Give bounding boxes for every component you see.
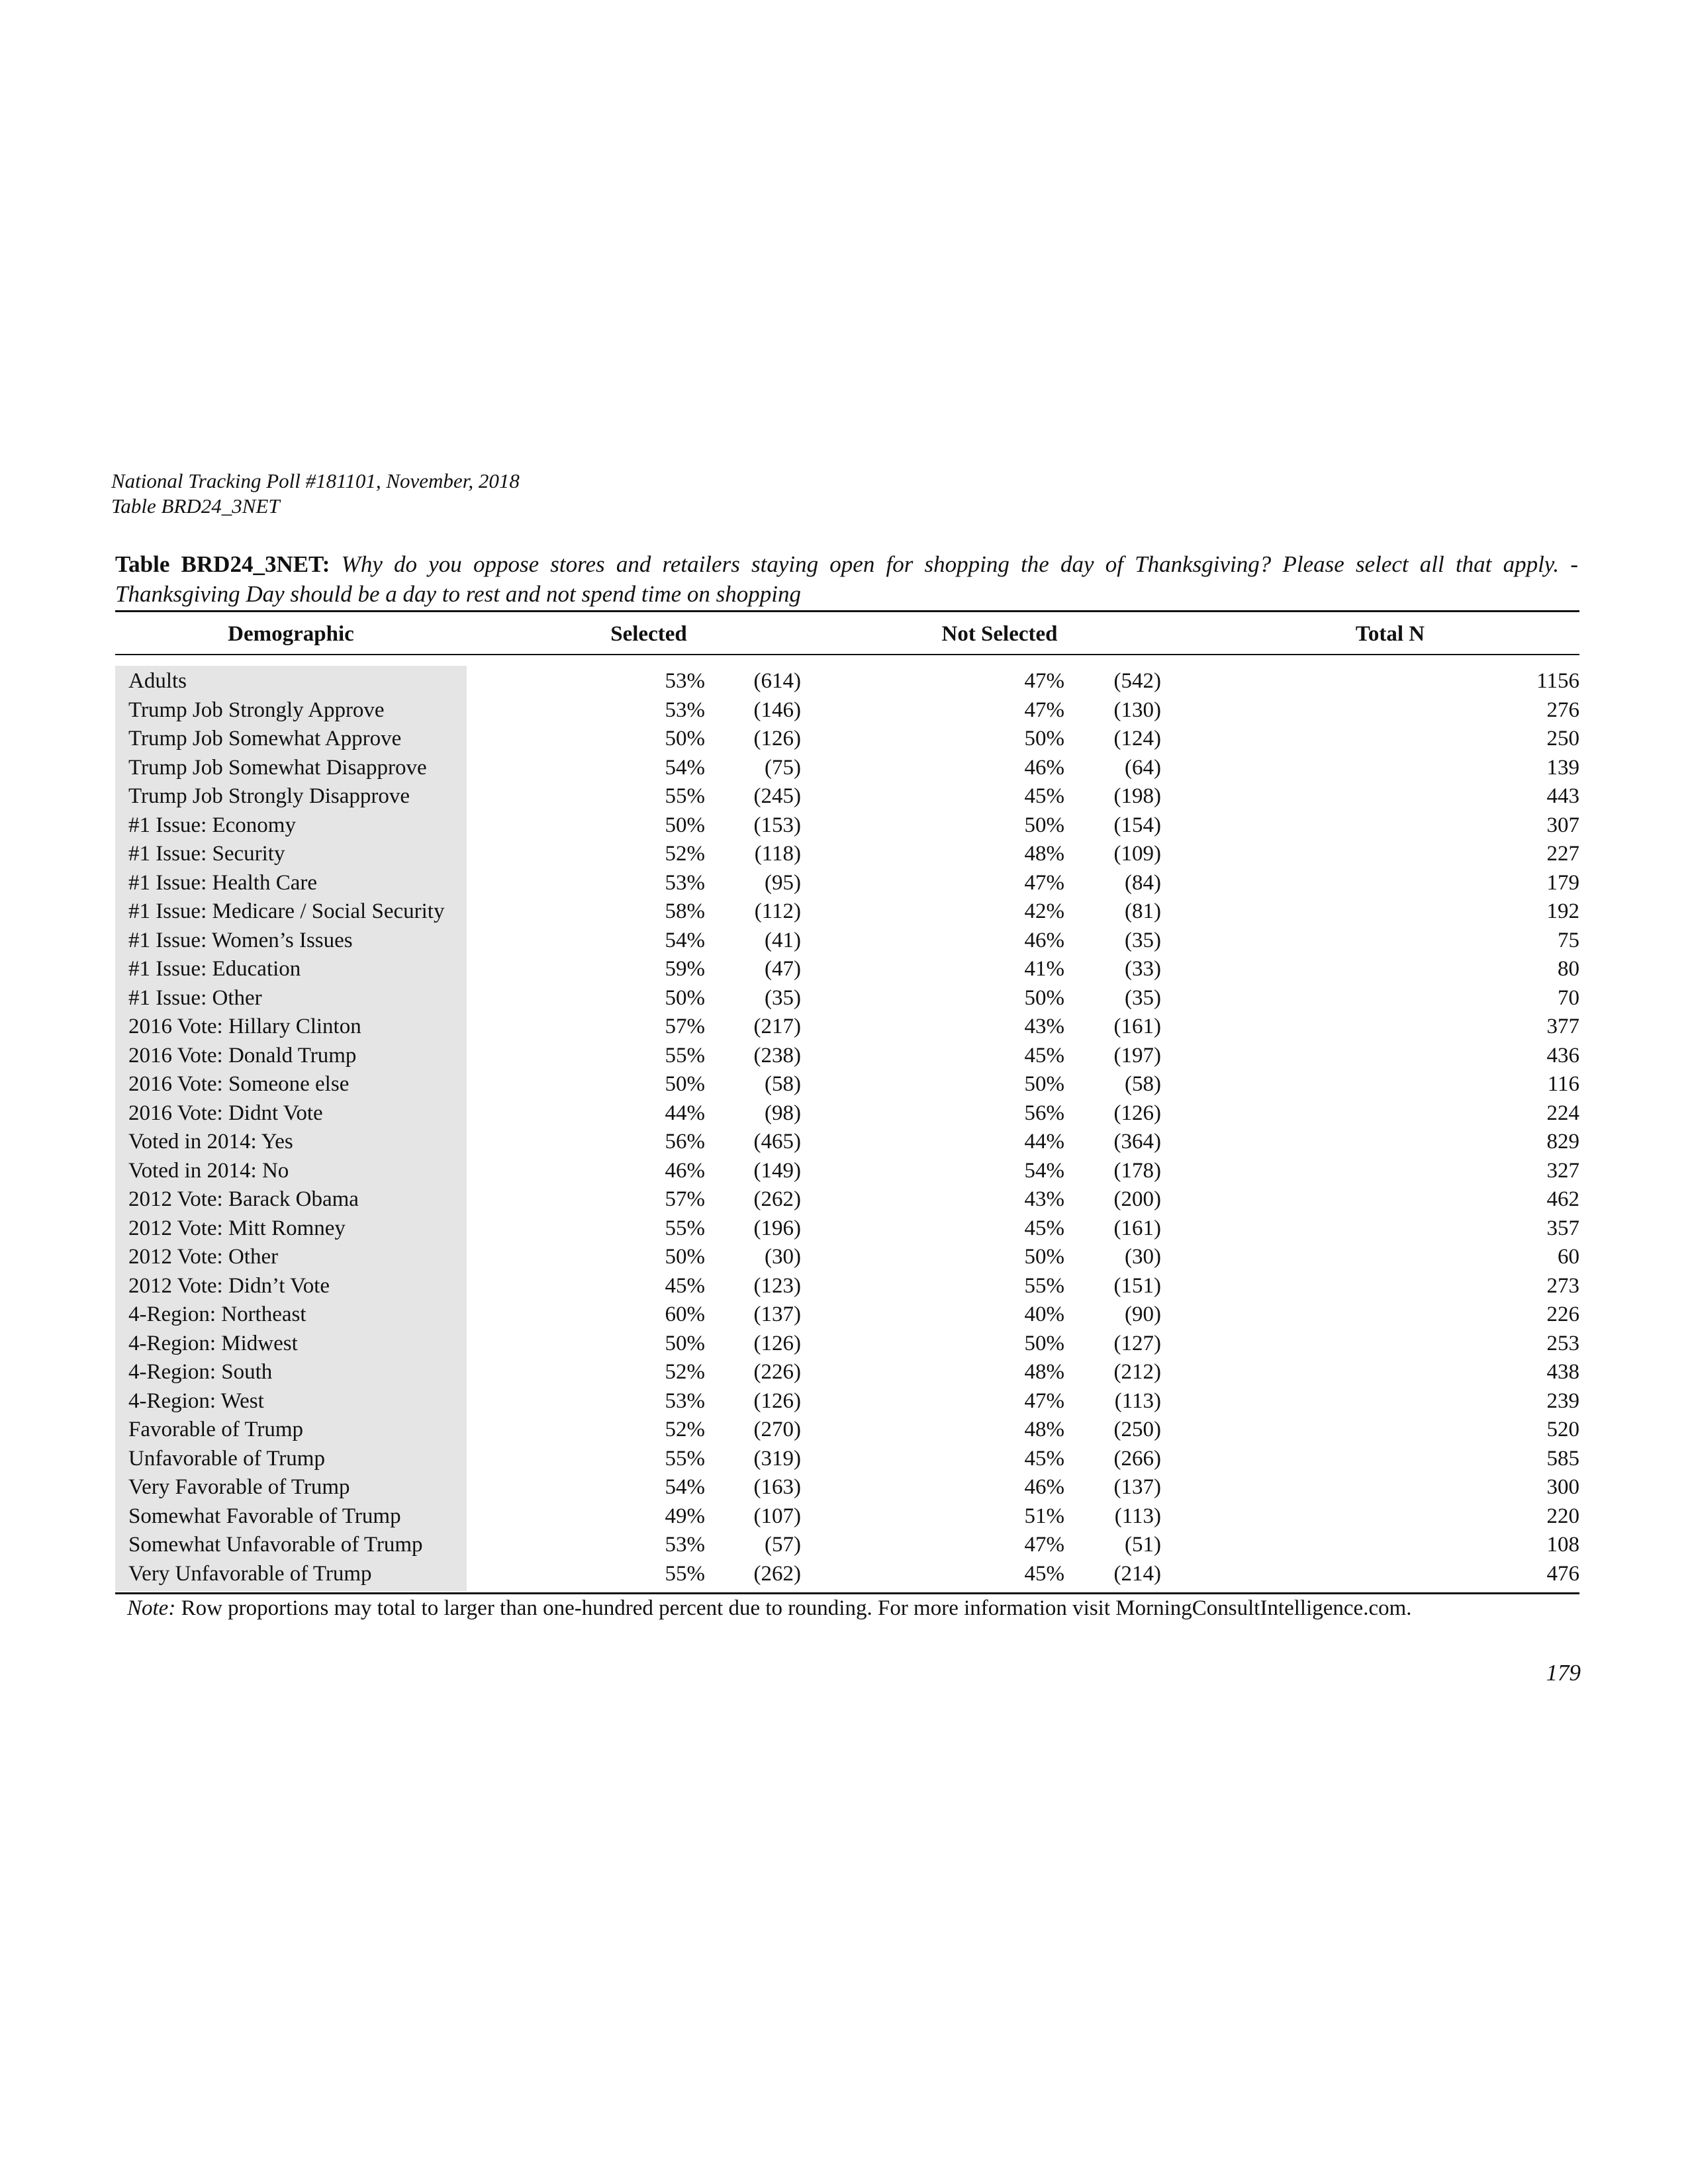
- note-text: Row proportions may total to larger than one-hundred percent due to rounding. For more information visit MorningConsultIntelligence.com.: [181, 1596, 1412, 1620]
- selected-count-cell: (95): [765, 870, 801, 895]
- total-n-cell: 377: [1546, 1015, 1579, 1038]
- not-selected-percent-cell: 50%: [1024, 727, 1064, 751]
- not-selected-count-cell: (130): [1113, 698, 1161, 722]
- not-selected-percent-cell: 45%: [1024, 1216, 1064, 1240]
- selected-count-cell: (41): [765, 928, 801, 952]
- not-selected-percent-cell: 45%: [1024, 1043, 1064, 1068]
- table-row: [115, 667, 1579, 696]
- table-row: [115, 1502, 1579, 1531]
- selected-percent-cell: 45%: [665, 1273, 705, 1298]
- table-row: [115, 1531, 1579, 1560]
- selected-count-cell: (245): [753, 784, 801, 808]
- not-selected-percent-cell: 43%: [1024, 1015, 1064, 1038]
- selected-percent-cell: 55%: [665, 784, 705, 808]
- table-row: [115, 869, 1579, 898]
- total-n-cell: 227: [1546, 842, 1579, 866]
- demographic-cell: Trump Job Somewhat Disapprove: [128, 755, 427, 780]
- total-n-cell: 108: [1546, 1533, 1579, 1557]
- selected-percent-cell: 54%: [665, 1475, 705, 1499]
- not-selected-count-cell: (81): [1125, 899, 1161, 923]
- not-selected-percent-cell: 44%: [1024, 1130, 1064, 1154]
- results-table-body: [115, 667, 1579, 1588]
- selected-count-cell: (75): [765, 755, 801, 780]
- demographic-cell: Very Favorable of Trump: [128, 1475, 350, 1499]
- selected-count-cell: (112): [754, 899, 801, 923]
- selected-percent-cell: 54%: [665, 928, 705, 952]
- results-table: [115, 667, 1579, 1588]
- not-selected-count-cell: (266): [1113, 1446, 1161, 1471]
- not-selected-percent-cell: 45%: [1024, 1446, 1064, 1471]
- selected-percent-cell: 57%: [665, 1015, 705, 1038]
- total-n-cell: 476: [1546, 1561, 1579, 1586]
- demographic-cell: 4-Region: Northeast: [128, 1302, 306, 1326]
- not-selected-count-cell: (200): [1113, 1187, 1161, 1211]
- selected-count-cell: (107): [753, 1504, 801, 1528]
- not-selected-count-cell: (151): [1113, 1273, 1161, 1298]
- total-n-cell: 443: [1546, 784, 1579, 808]
- col-header-demographic: Demographic: [228, 622, 354, 646]
- demographic-cell: Unfavorable of Trump: [128, 1446, 325, 1471]
- table-row: [115, 1042, 1579, 1071]
- caption-question: Why do you oppose stores and retailers staying open for shopping the day of Thanksgiving? Please select all that apply. - Thanksgiving Day should be a day to rest and not spend time on shopping: [115, 551, 1579, 607]
- table-row: [115, 1473, 1579, 1502]
- demographic-cell: #1 Issue: Medicare / Social Security: [128, 899, 445, 923]
- demographic-cell: Voted in 2014: No: [128, 1158, 289, 1183]
- total-n-cell: 179: [1546, 870, 1579, 895]
- table-row: [115, 927, 1579, 956]
- table-row: [115, 1013, 1579, 1042]
- not-selected-percent-cell: 50%: [1024, 985, 1064, 1010]
- not-selected-count-cell: (109): [1113, 842, 1161, 866]
- demographic-cell: 2016 Vote: Someone else: [128, 1072, 350, 1096]
- selected-count-cell: (57): [765, 1533, 801, 1557]
- col-header-selected: Selected: [610, 622, 687, 646]
- selected-count-cell: (123): [753, 1273, 801, 1298]
- demographic-cell: Favorable of Trump: [128, 1418, 303, 1441]
- not-selected-percent-cell: 45%: [1024, 784, 1064, 808]
- selected-count-cell: (149): [753, 1158, 801, 1183]
- demographic-cell: Somewhat Favorable of Trump: [128, 1504, 401, 1528]
- demographic-cell: 2012 Vote: Didn’t Vote: [128, 1273, 330, 1298]
- table-row: [115, 1185, 1579, 1214]
- selected-count-cell: (614): [753, 669, 801, 693]
- selected-count-cell: (137): [753, 1302, 801, 1326]
- table-row: [115, 1214, 1579, 1244]
- demographic-cell: #1 Issue: Security: [128, 842, 285, 866]
- selected-percent-cell: 50%: [665, 813, 705, 837]
- table-row: [115, 984, 1579, 1013]
- header-rule: [115, 654, 1579, 655]
- selected-percent-cell: 50%: [665, 1245, 705, 1269]
- note-label: Note:: [127, 1596, 176, 1620]
- selected-count-cell: (262): [753, 1561, 801, 1586]
- total-n-cell: 438: [1546, 1360, 1579, 1384]
- not-selected-count-cell: (542): [1113, 669, 1161, 693]
- demographic-cell: Adults: [128, 669, 187, 693]
- table-note: [127, 1596, 1412, 1621]
- demographic-cell: Very Unfavorable of Trump: [128, 1561, 372, 1586]
- total-n-cell: 60: [1558, 1245, 1579, 1269]
- selected-count-cell: (270): [753, 1418, 801, 1441]
- selected-percent-cell: 50%: [665, 985, 705, 1010]
- selected-percent-cell: 52%: [665, 1360, 705, 1384]
- not-selected-count-cell: (33): [1125, 957, 1161, 981]
- not-selected-percent-cell: 51%: [1024, 1504, 1064, 1528]
- not-selected-count-cell: (364): [1113, 1130, 1161, 1154]
- selected-percent-cell: 53%: [665, 1388, 705, 1413]
- not-selected-percent-cell: 47%: [1024, 1388, 1064, 1413]
- not-selected-percent-cell: 47%: [1024, 1533, 1064, 1557]
- selected-count-cell: (217): [753, 1015, 801, 1038]
- not-selected-percent-cell: 41%: [1024, 957, 1064, 981]
- not-selected-count-cell: (161): [1113, 1216, 1161, 1240]
- selected-percent-cell: 46%: [665, 1158, 705, 1183]
- table-row: [115, 1099, 1579, 1128]
- not-selected-count-cell: (197): [1113, 1043, 1161, 1068]
- selected-percent-cell: 50%: [665, 1331, 705, 1355]
- not-selected-count-cell: (113): [1114, 1504, 1161, 1528]
- selected-percent-cell: 53%: [665, 1533, 705, 1557]
- not-selected-percent-cell: 46%: [1024, 1475, 1064, 1499]
- not-selected-count-cell: (214): [1113, 1561, 1161, 1586]
- table-row: [115, 1157, 1579, 1186]
- selected-percent-cell: 56%: [665, 1130, 705, 1154]
- not-selected-percent-cell: 50%: [1024, 1072, 1064, 1096]
- not-selected-percent-cell: 54%: [1024, 1158, 1064, 1183]
- not-selected-count-cell: (90): [1125, 1302, 1161, 1326]
- not-selected-count-cell: (127): [1113, 1331, 1161, 1355]
- selected-count-cell: (126): [753, 727, 801, 751]
- demographic-cell: #1 Issue: Women’s Issues: [128, 928, 353, 952]
- header-table-id: Table BRD24_3NET: [111, 494, 280, 518]
- not-selected-percent-cell: 45%: [1024, 1561, 1064, 1586]
- not-selected-count-cell: (58): [1125, 1072, 1161, 1096]
- demographic-cell: 2016 Vote: Didnt Vote: [128, 1101, 323, 1125]
- selected-percent-cell: 53%: [665, 870, 705, 895]
- not-selected-percent-cell: 43%: [1024, 1187, 1064, 1211]
- header-poll-title: National Tracking Poll #181101, November, 2018: [111, 469, 520, 492]
- total-n-cell: 75: [1558, 928, 1579, 952]
- table-row: [115, 1300, 1579, 1330]
- table-row: [115, 1387, 1579, 1416]
- table-row: [115, 811, 1579, 841]
- total-n-cell: 239: [1546, 1388, 1579, 1413]
- total-n-cell: 357: [1546, 1216, 1579, 1240]
- not-selected-count-cell: (212): [1113, 1360, 1161, 1384]
- selected-percent-cell: 52%: [665, 1418, 705, 1441]
- not-selected-count-cell: (51): [1125, 1533, 1161, 1557]
- total-n-cell: 80: [1558, 957, 1579, 981]
- selected-count-cell: (47): [765, 957, 801, 981]
- total-n-cell: 250: [1546, 727, 1579, 751]
- not-selected-count-cell: (35): [1125, 928, 1161, 952]
- total-n-cell: 116: [1547, 1072, 1579, 1096]
- not-selected-count-cell: (35): [1125, 985, 1161, 1010]
- selected-percent-cell: 53%: [665, 698, 705, 722]
- table-row: [115, 754, 1579, 783]
- demographic-cell: #1 Issue: Health Care: [128, 870, 317, 895]
- total-n-cell: 224: [1546, 1101, 1579, 1125]
- col-header-total-n: Total N: [1355, 622, 1425, 646]
- top-rule: [115, 610, 1579, 612]
- demographic-cell: Trump Job Somewhat Approve: [128, 727, 402, 751]
- selected-percent-cell: 44%: [665, 1101, 705, 1125]
- demographic-cell: #1 Issue: Other: [128, 985, 262, 1010]
- selected-count-cell: (238): [753, 1043, 801, 1068]
- selected-percent-cell: 50%: [665, 727, 705, 751]
- not-selected-count-cell: (64): [1125, 755, 1161, 780]
- table-row: [115, 1358, 1579, 1387]
- not-selected-percent-cell: 50%: [1024, 1331, 1064, 1355]
- selected-count-cell: (58): [765, 1072, 801, 1096]
- demographic-cell: 2012 Vote: Barack Obama: [128, 1187, 359, 1211]
- selected-count-cell: (319): [753, 1446, 801, 1471]
- page-number: 179: [1546, 1660, 1581, 1686]
- selected-percent-cell: 54%: [665, 755, 705, 780]
- selected-count-cell: (98): [765, 1101, 801, 1125]
- not-selected-count-cell: (154): [1113, 813, 1161, 837]
- table-row: [115, 1330, 1579, 1359]
- total-n-cell: 1156: [1536, 669, 1579, 693]
- not-selected-percent-cell: 46%: [1024, 755, 1064, 780]
- selected-percent-cell: 50%: [665, 1072, 705, 1096]
- document-header: [111, 469, 520, 519]
- total-n-cell: 829: [1546, 1130, 1579, 1154]
- selected-count-cell: (118): [754, 842, 801, 866]
- selected-percent-cell: 57%: [665, 1187, 705, 1211]
- caption-label: Table BRD24_3NET:: [115, 551, 330, 577]
- demographic-cell: Voted in 2014: Yes: [128, 1130, 293, 1154]
- demographic-cell: 4-Region: South: [128, 1360, 273, 1384]
- demographic-cell: 2012 Vote: Other: [128, 1245, 279, 1269]
- not-selected-count-cell: (84): [1125, 870, 1161, 895]
- total-n-cell: 70: [1558, 985, 1579, 1010]
- not-selected-count-cell: (137): [1113, 1475, 1161, 1499]
- selected-percent-cell: 59%: [665, 957, 705, 981]
- demographic-cell: 4-Region: Midwest: [128, 1331, 298, 1355]
- not-selected-percent-cell: 40%: [1024, 1302, 1064, 1326]
- not-selected-percent-cell: 56%: [1024, 1101, 1064, 1125]
- demographic-cell: #1 Issue: Economy: [128, 813, 296, 837]
- selected-percent-cell: 60%: [665, 1302, 705, 1326]
- total-n-cell: 520: [1546, 1418, 1579, 1441]
- table-row: [115, 1128, 1579, 1157]
- selected-percent-cell: 52%: [665, 842, 705, 866]
- table-row: [115, 897, 1579, 927]
- table-row: [115, 840, 1579, 869]
- total-n-cell: 253: [1546, 1331, 1579, 1355]
- total-n-cell: 139: [1546, 755, 1579, 780]
- not-selected-count-cell: (161): [1113, 1015, 1161, 1038]
- bottom-rule: [115, 1592, 1579, 1594]
- table-row: [115, 782, 1579, 811]
- selected-count-cell: (126): [753, 1388, 801, 1413]
- not-selected-percent-cell: 50%: [1024, 813, 1064, 837]
- selected-count-cell: (465): [753, 1130, 801, 1154]
- selected-count-cell: (146): [753, 698, 801, 722]
- not-selected-percent-cell: 48%: [1024, 1418, 1064, 1441]
- table-row: [115, 955, 1579, 984]
- selected-count-cell: (196): [753, 1216, 801, 1240]
- demographic-cell: Somewhat Unfavorable of Trump: [128, 1533, 423, 1557]
- not-selected-count-cell: (250): [1113, 1418, 1161, 1441]
- not-selected-percent-cell: 46%: [1024, 928, 1064, 952]
- table-row: [115, 1272, 1579, 1301]
- total-n-cell: 585: [1546, 1446, 1579, 1471]
- not-selected-percent-cell: 47%: [1024, 698, 1064, 722]
- selected-percent-cell: 55%: [665, 1561, 705, 1586]
- selected-percent-cell: 55%: [665, 1446, 705, 1471]
- table-row: [115, 1560, 1579, 1589]
- selected-count-cell: (35): [765, 985, 801, 1010]
- not-selected-count-cell: (113): [1114, 1388, 1161, 1413]
- selected-count-cell: (226): [753, 1360, 801, 1384]
- table-row: [115, 1416, 1579, 1445]
- table-row: [115, 1445, 1579, 1474]
- selected-count-cell: (153): [753, 813, 801, 837]
- total-n-cell: 327: [1546, 1158, 1579, 1183]
- demographic-cell: Trump Job Strongly Disapprove: [128, 784, 410, 808]
- demographic-cell: 2016 Vote: Donald Trump: [128, 1043, 357, 1068]
- not-selected-count-cell: (124): [1113, 727, 1161, 751]
- selected-percent-cell: 58%: [665, 899, 705, 923]
- not-selected-count-cell: (198): [1113, 784, 1161, 808]
- not-selected-count-cell: (30): [1125, 1245, 1161, 1269]
- table-row: [115, 725, 1579, 754]
- table-caption: [115, 549, 1578, 609]
- demographic-cell: 2012 Vote: Mitt Romney: [128, 1216, 346, 1240]
- not-selected-percent-cell: 42%: [1024, 899, 1064, 923]
- total-n-cell: 436: [1546, 1043, 1579, 1068]
- table-row: [115, 1070, 1579, 1099]
- selected-percent-cell: 53%: [665, 669, 705, 693]
- demographic-cell: 2016 Vote: Hillary Clinton: [128, 1015, 361, 1038]
- not-selected-percent-cell: 55%: [1024, 1273, 1064, 1298]
- not-selected-percent-cell: 50%: [1024, 1245, 1064, 1269]
- selected-percent-cell: 55%: [665, 1216, 705, 1240]
- selected-count-cell: (126): [753, 1331, 801, 1355]
- total-n-cell: 307: [1546, 813, 1579, 837]
- not-selected-count-cell: (126): [1113, 1101, 1161, 1125]
- total-n-cell: 276: [1546, 698, 1579, 722]
- not-selected-percent-cell: 47%: [1024, 669, 1064, 693]
- total-n-cell: 462: [1546, 1187, 1579, 1211]
- not-selected-percent-cell: 48%: [1024, 842, 1064, 866]
- not-selected-percent-cell: 48%: [1024, 1360, 1064, 1384]
- table-row: [115, 696, 1579, 725]
- selected-count-cell: (30): [765, 1245, 801, 1269]
- demographic-cell: #1 Issue: Education: [128, 957, 301, 981]
- selected-percent-cell: 49%: [665, 1504, 705, 1528]
- total-n-cell: 300: [1546, 1475, 1579, 1499]
- selected-count-cell: (262): [753, 1187, 801, 1211]
- not-selected-count-cell: (178): [1113, 1158, 1161, 1183]
- total-n-cell: 220: [1546, 1504, 1579, 1528]
- demographic-cell: 4-Region: West: [128, 1388, 264, 1413]
- demographic-cell: Trump Job Strongly Approve: [128, 698, 385, 722]
- total-n-cell: 226: [1546, 1302, 1579, 1326]
- not-selected-percent-cell: 47%: [1024, 870, 1064, 895]
- selected-count-cell: (163): [753, 1475, 801, 1499]
- table-row: [115, 1243, 1579, 1272]
- selected-percent-cell: 55%: [665, 1043, 705, 1068]
- total-n-cell: 273: [1546, 1273, 1579, 1298]
- col-header-not-selected: Not Selected: [941, 622, 1058, 646]
- total-n-cell: 192: [1546, 899, 1579, 923]
